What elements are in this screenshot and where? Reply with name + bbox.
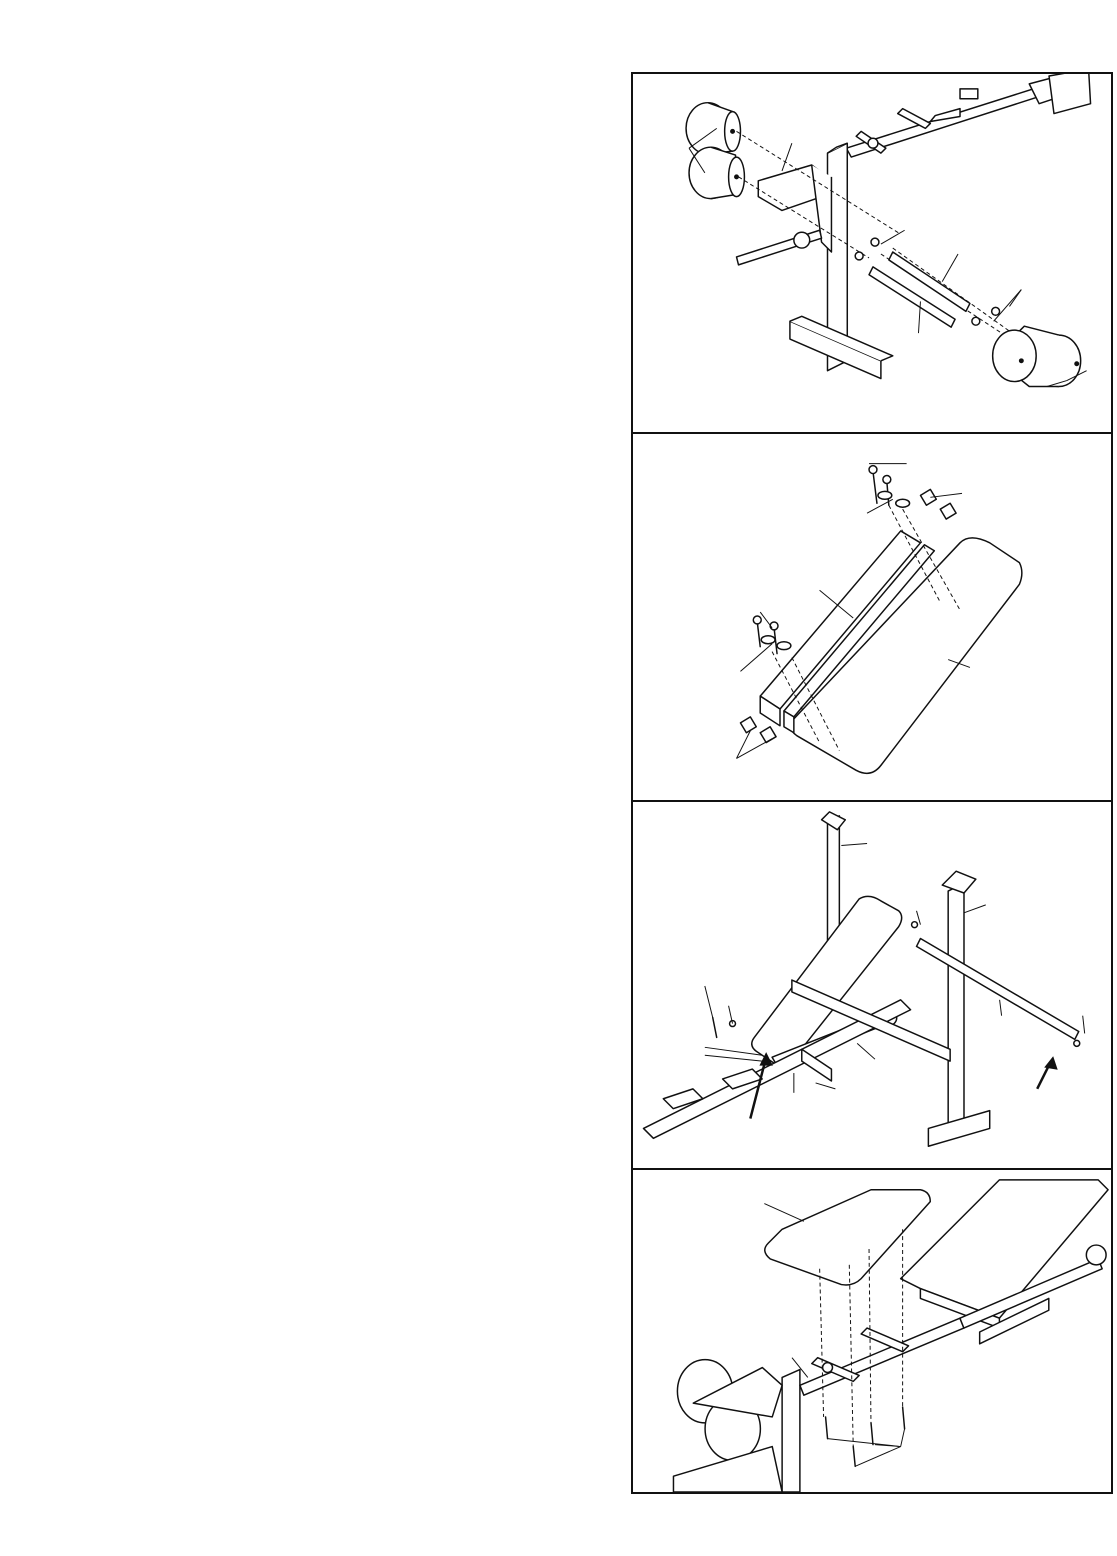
diagram-panel-leg-lever [631, 72, 1113, 434]
diagram-panel-backrest [631, 432, 1113, 802]
backrest-drawing [633, 434, 1111, 800]
backrest-attachment-drawing [633, 802, 1111, 1168]
diagram-panel-seat [631, 1168, 1113, 1494]
diagram-panel-backrest-attachment [631, 800, 1113, 1170]
leg-lever-drawing [633, 74, 1111, 432]
seat-attachment-drawing [633, 1170, 1111, 1492]
